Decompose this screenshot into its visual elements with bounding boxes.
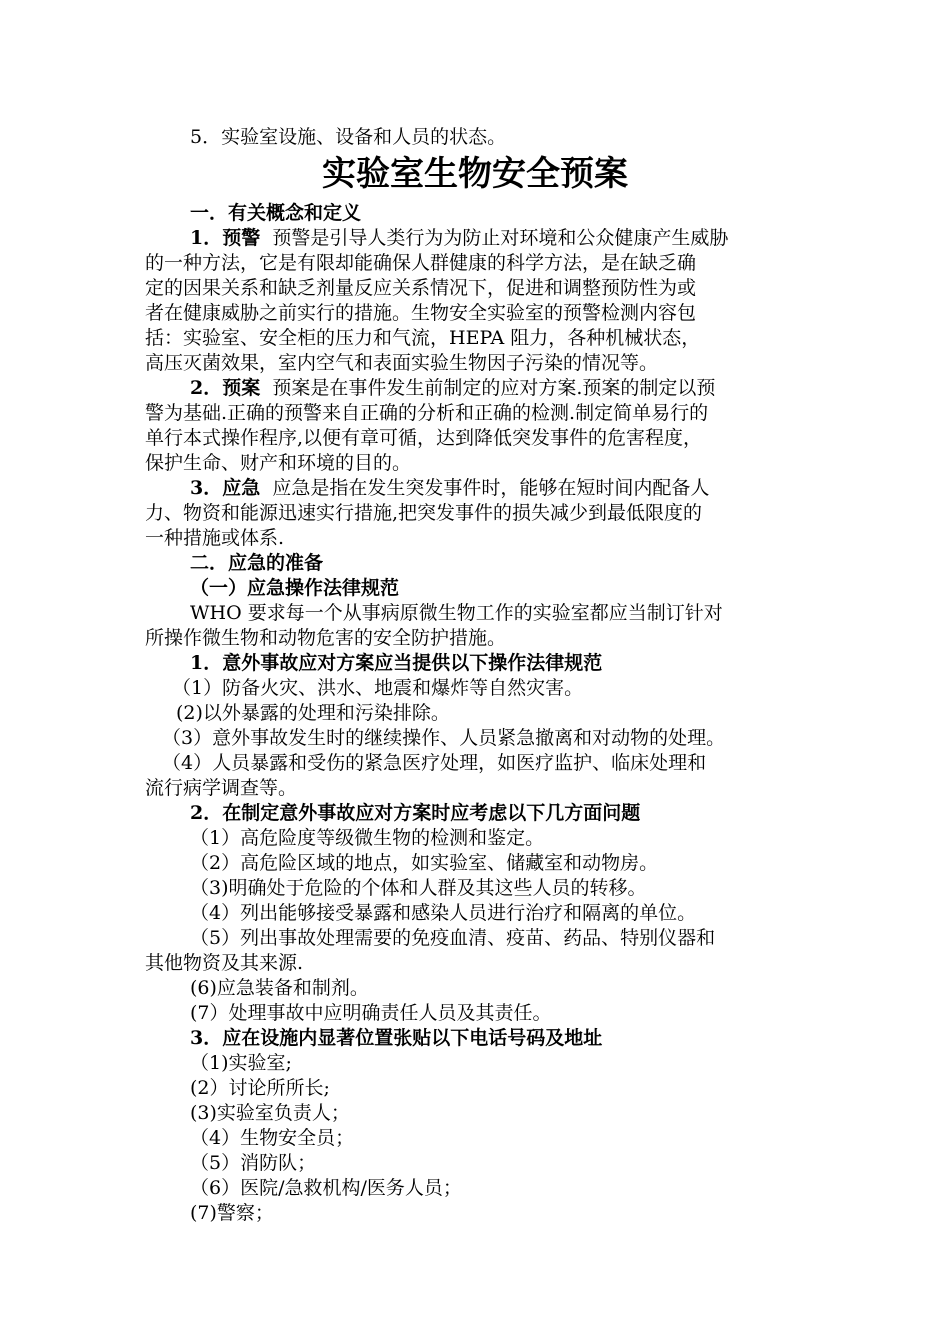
who-line-1: WHO 要求每一个从事病原微生物工作的实验室都应当制订针对 — [190, 602, 723, 624]
paragraph-1-line-3: 定的因果关系和缺乏剂量反应关系情况下，促进和调整预防性为或 — [145, 277, 697, 299]
heading-post-numbers: 3．应在设施内显著位置张贴以下电话号码及地址 — [190, 1027, 603, 1049]
paragraph-1-line-2: 的一种方法，它是有限却能确保人群健康的科学方法，是在缺乏确 — [145, 252, 697, 274]
term-emergency: 3．应急 — [190, 477, 261, 499]
paragraph-1-line-5: 括：实验室、安全柜的压力和气流，HEPA 阻力，各种机械状态， — [145, 327, 701, 349]
list-item: (2)以外暴露的处理和污染排除。 — [176, 702, 450, 724]
list-item: (6)应急装备和制剂。 — [190, 977, 369, 999]
term-plan: 2．预案 — [190, 377, 261, 399]
paragraph-2-line-1: 2．预案 预案是在事件发生前制定的应对方案.预案的制定以预 — [190, 377, 716, 399]
heading-considerations: 2．在制定意外事故应对方案时应考虑以下几方面问题 — [190, 802, 641, 824]
list-item: 其他物资及其来源. — [145, 952, 304, 974]
list-item: （1）防备火灾、洪水、地震和爆炸等自然灾害。 — [172, 677, 584, 699]
paragraph-1-line-4: 者在健康威胁之前实行的措施。生物安全实验室的预警检测内容包 — [145, 302, 697, 324]
list-item: (7)警察； — [190, 1202, 274, 1224]
section-2-heading: 二．应急的准备 — [190, 552, 324, 574]
list-item: （3)明确处于危险的个体和人群及其这些人员的转移。 — [190, 877, 647, 899]
paragraph-3-line-1: 3．应急 应急是指在发生突发事件时，能够在短时间内配备人 — [190, 477, 710, 499]
list-item: （4）列出能够接受暴露和感染人员进行治疗和隔离的单位。 — [190, 902, 697, 924]
list-item: (7）处理事故中应明确责任人员及其责任。 — [190, 1002, 552, 1024]
paragraph-1-line-1: 1．预警 预警是引导人类行为为防止对环境和公众健康产生威胁 — [190, 227, 729, 249]
subsection-1-heading: （一）应急操作法律规范 — [190, 577, 400, 599]
list-item: （4）生物安全员； — [190, 1127, 355, 1149]
document-title: 实验室生物安全预案 — [322, 154, 628, 194]
section-1-heading: 一．有关概念和定义 — [190, 202, 362, 224]
list-item: （2）高危险区域的地点，如实验室、储藏室和动物房。 — [190, 852, 659, 874]
list-item: （3）意外事故发生时的继续操作、人员紧急撤离和对动物的处理。 — [162, 727, 726, 749]
intro-line: 5．实验室设施、设备和人员的状态。 — [190, 126, 507, 148]
paragraph-2-line-2: 警为基础.正确的预警来自正确的分析和正确的检测.制定简单易行的 — [145, 402, 709, 424]
list-item: （1）高危险度等级微生物的检测和鉴定。 — [190, 827, 545, 849]
paragraph-3-line-2: 力、物资和能源迅速实行措施,把突发事件的损失减少到最低限度的 — [145, 502, 703, 524]
heading-accident-plan: 1．意外事故应对方案应当提供以下操作法律规范 — [190, 652, 603, 674]
list-item: (3)实验室负责人； — [190, 1102, 350, 1124]
list-item: 流行病学调查等。 — [145, 777, 298, 799]
paragraph-3-line-3: 一种措施或体系. — [145, 527, 285, 549]
list-item: （1)实验室; — [190, 1052, 292, 1074]
paragraph-2-line-3: 单行本式操作程序,以便有章可循，达到降低突发事件的危害程度， — [145, 427, 703, 449]
paragraph-2-line-4: 保护生命、财产和环境的目的。 — [145, 452, 412, 474]
paragraph-1-line-6: 高压灭菌效果，室内空气和表面实验生物因子污染的情况等。 — [145, 352, 659, 374]
list-item: （4）人员暴露和受伤的紧急医疗处理，如医疗监护、临床处理和 — [162, 752, 707, 774]
list-item: （5）消防队； — [190, 1152, 317, 1174]
term-warning: 1．预警 — [190, 227, 261, 249]
list-item: （5）列出事故处理需要的免疫血清、疫苗、药品、特别仪器和 — [190, 927, 716, 949]
list-item: (2）讨论所所长; — [190, 1077, 330, 1099]
who-line-2: 所操作微生物和动物危害的安全防护措施。 — [145, 627, 507, 649]
list-item: （6）医院/急救机构/医务人员； — [190, 1177, 462, 1199]
